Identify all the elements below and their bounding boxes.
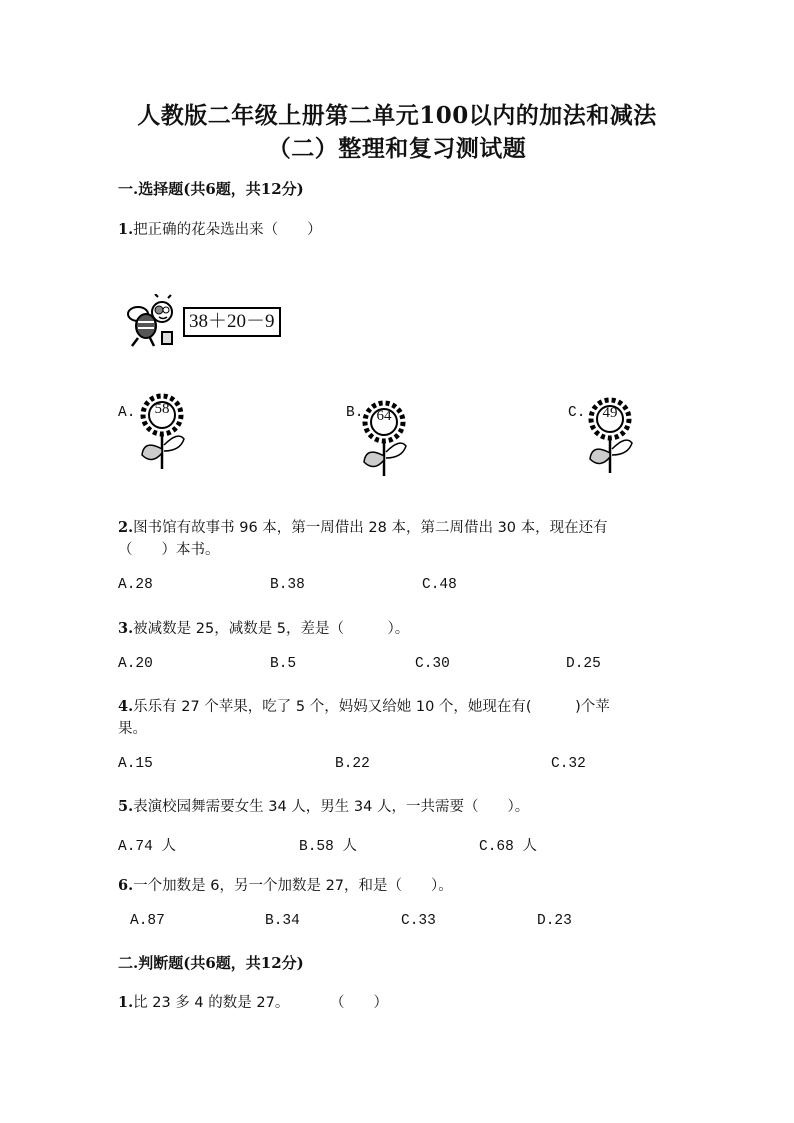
- option-a[interactable]: A.74 人: [118, 839, 177, 855]
- flower-value: 58: [154, 401, 170, 417]
- question-number: 2.: [118, 519, 134, 536]
- option-a[interactable]: A.28: [118, 577, 153, 593]
- expression-box: 38＋20－9: [183, 307, 281, 337]
- judgement-question-1: [118, 991, 289, 1012]
- option-a[interactable]: A.20: [118, 656, 153, 672]
- question-text: 一个加数是 6，另一个加数是 27，和是（ ）。: [133, 878, 453, 894]
- question-number: 1.: [118, 994, 134, 1011]
- question-text: 比 23 多 4 的数是 27。: [133, 995, 290, 1011]
- question-4-line2: 果。: [118, 721, 147, 737]
- question-text: 把正确的花朵选出来（ ）: [133, 222, 322, 238]
- option-d[interactable]: D.25: [566, 656, 601, 672]
- option-c[interactable]: C.30: [415, 656, 450, 672]
- section-heading-judgement: 二.判断题(共6题，共12分): [118, 954, 304, 972]
- option-d[interactable]: D.23: [537, 913, 572, 929]
- question-3: [118, 617, 409, 638]
- option-b[interactable]: B.5: [270, 656, 297, 672]
- question-number: 4.: [118, 698, 134, 715]
- sunflower-icon[interactable]: [588, 397, 646, 475]
- question-2-line2: （ ）本书。: [118, 542, 220, 558]
- question-number: 1.: [118, 221, 134, 238]
- flower-value: 49: [602, 405, 618, 421]
- option-c[interactable]: C.32: [551, 756, 586, 772]
- question-text: 图书馆有故事书 96 本，第一周借出 28 本，第二周借出 30 本，现在还有: [133, 520, 608, 536]
- question-2: [118, 516, 608, 537]
- option-a[interactable]: A.15: [118, 756, 153, 772]
- question-4: [118, 695, 610, 716]
- bee-icon: [124, 294, 180, 350]
- answer-blank[interactable]: （ ）: [330, 995, 388, 1011]
- option-label-c[interactable]: C.: [568, 405, 586, 421]
- page-title-line1: 人教版二年级上册第二单元100以内的加法和减法: [137, 102, 657, 129]
- sunflower-icon[interactable]: [140, 393, 198, 471]
- question-5: [118, 795, 529, 816]
- question-1: [118, 218, 322, 239]
- page-title-line2: （二）整理和复习测试题: [267, 135, 527, 162]
- question-text: 乐乐有 27 个苹果，吃了 5 个，妈妈又给她 10 个，她现在有( )个苹: [133, 699, 610, 715]
- question-text: 表演校园舞需要女生 34 人，男生 34 人，一共需要（ ）。: [133, 799, 530, 815]
- question-number: 6.: [118, 877, 134, 894]
- option-b[interactable]: B.34: [265, 913, 300, 929]
- question-text: 被减数是 25，减数是 5，差是（ ）。: [133, 621, 410, 637]
- option-label-b[interactable]: B.: [346, 405, 364, 421]
- option-c[interactable]: C.48: [422, 577, 457, 593]
- option-label-a[interactable]: A.: [118, 405, 136, 421]
- option-b[interactable]: B.22: [335, 756, 370, 772]
- question-number: 5.: [118, 798, 134, 815]
- sunflower-icon[interactable]: [362, 400, 420, 478]
- section-heading-choice: 一.选择题(共6题，共12分): [118, 180, 304, 198]
- option-b[interactable]: B.58 人: [299, 839, 358, 855]
- option-a[interactable]: A.87: [130, 913, 165, 929]
- question-6: [118, 874, 453, 895]
- option-c[interactable]: C.68 人: [479, 839, 538, 855]
- option-c[interactable]: C.33: [401, 913, 436, 929]
- question-number: 3.: [118, 620, 134, 637]
- option-b[interactable]: B.38: [270, 577, 305, 593]
- flower-value: 64: [376, 408, 392, 424]
